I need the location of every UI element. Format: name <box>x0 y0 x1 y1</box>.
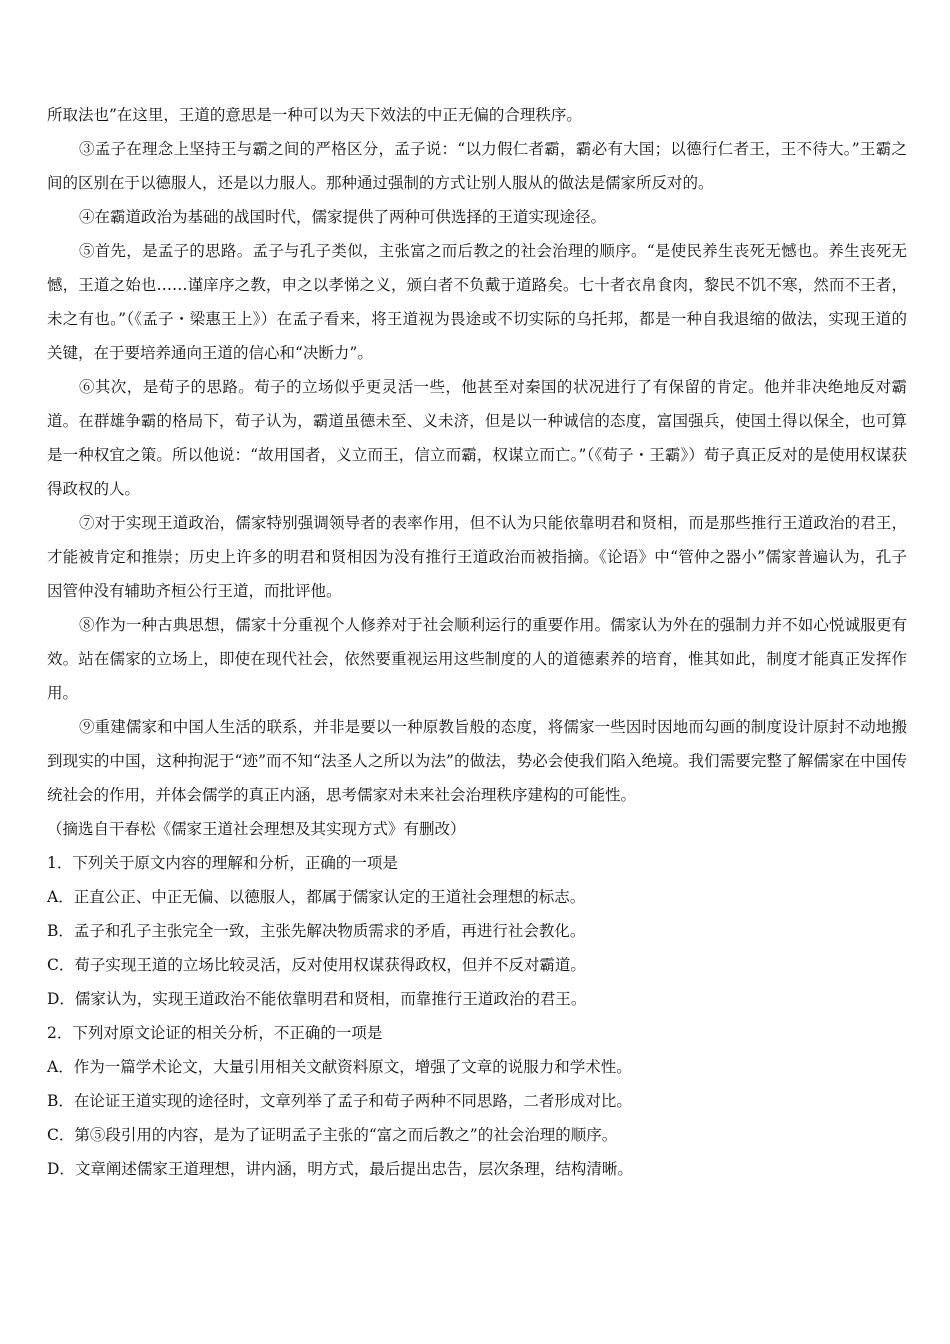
passage-paragraph: ⑨重建儒家和中国人生活的联系，并非是要以一种原教旨般的态度，将儒家一些因时因地而勾画的制度设计原封不动地搬到现实的中国，这种拘泥于“迹”而不知“法圣人之所以为法”的做法，势必会使我们陷入绝境。我们需要完整了解儒家在中国传统社会的作用，并体会儒学的真正内涵，思考儒家对未来社会治理秩序建构的可能性。 <box>47 718 907 804</box>
passage-paragraph: ③孟子在理念上坚持王与霸之间的严格区分，孟子说：“以力假仁者霸，霸必有大国；以德行仁者王，王不待大。”王霸之间的区别在于以德服人，还是以力服人。那种通过强制的方式让别人服从的做法是儒家所反对的。 <box>47 140 907 192</box>
question-option: C．荀子实现王道的立场比较灵活，反对使用权谋获得政权，但并不反对霸道。 <box>47 956 586 974</box>
question-option: B．在论证王道实现的途径时，文章列举了孟子和荀子两种不同思路，二者形成对比。 <box>47 1092 632 1110</box>
question-option: D．儒家认为，实现王道政治不能依靠明君和贤相，而靠推行王道政治的君王。 <box>47 990 587 1008</box>
passage-paragraph: ⑧作为一种古典思想，儒家十分重视个人修养对于社会顺利运行的重要作用。儒家认为外在的强制力并不如心悦诚服更有效。站在儒家的立场上，即使在现代社会，依然要重视运用这些制度的人的道德素养的培育，惟其如此，制度才能真正发挥作用。 <box>47 616 907 702</box>
question-stem: 2．下列对原文论证的相关分析，不正确的一项是 <box>47 1024 383 1042</box>
passage-paragraph: ④在霸道政治为基础的战国时代，儒家提供了两种可供选择的王道实现途径。 <box>79 208 607 226</box>
question-option: A．正直公正、中正无偏、以德服人，都属于儒家认定的王道社会理想的标志。 <box>47 888 586 906</box>
passage-paragraph: ⑥其次，是荀子的思路。荀子的立场似乎更灵活一些，他甚至对秦国的状况进行了有保留的肯定。他并非决绝地反对霸道。在群雄争霸的格局下，荀子认为，霸道虽德未至、义未济，但是以一种诚信的态度，富国强兵，使国土得以保全，也可算是一种权宜之策。所以他说：“故用国者，义立而王，信立而霸，权谋立而亡。”（《荀子・王霸》）荀子真正反对的是使用权谋获得政权的人。 <box>47 378 907 498</box>
question-1 <box>47 846 907 1016</box>
question-2 <box>47 1016 907 1186</box>
question-option: D．文章阐述儒家王道理想，讲内涵，明方式，最后提出忠告，层次条理，结构清晰。 <box>47 1160 633 1178</box>
question-stem: 1．下列关于原文内容的理解和分析，正确的一项是 <box>47 854 398 872</box>
passage-paragraph: 所取法也”在这里，王道的意思是一种可以为天下效法的中正无偏的合理秩序。 <box>47 106 582 124</box>
document-page <box>47 98 907 1186</box>
question-option: C．第⑤段引用的内容，是为了证明孟子主张的“富之而后教之”的社会治理的顺序。 <box>47 1126 618 1144</box>
passage-paragraph: ⑦对于实现王道政治，儒家特别强调领导者的表率作用，但不认为只能依靠明君和贤相，而是那些推行王道政治的君王，才能被肯定和推崇；历史上许多的明君和贤相因为没有推行王道政治而被指摘。《论语》中“管仲之器小”儒家普遍认为，孔子因管仲没有辅助齐桓公行王道，而批评他。 <box>47 514 907 600</box>
passage-paragraph: ⑤首先，是孟子的思路。孟子与孔子类似，主张富之而后教之的社会治理的顺序。“是使民养生丧死无憾也。养生丧死无憾，王道之始也……谨庠序之教，申之以孝悌之义，颁白者不负戴于道路矣。七十者衣帛食肉，黎民不饥不寒，然而不王者，未之有也。”（《孟子・梁惠王上》）在孟子看来，将王道视为畏途或不切实际的乌托邦，都是一种自我退缩的做法，实现王道的关键，在于要培养通向王道的信心和“决断力”。 <box>47 242 907 362</box>
question-option: B．孟子和孔子主张完全一致，主张先解决物质需求的矛盾，再进行社会教化。 <box>47 922 586 940</box>
source-citation: （摘选自干春松《儒家王道社会理想及其实现方式》有删改） <box>47 820 466 838</box>
question-option: A．作为一篇学术论文，大量引用相关文献资料原文，增强了文章的说服力和学术性。 <box>47 1058 632 1076</box>
